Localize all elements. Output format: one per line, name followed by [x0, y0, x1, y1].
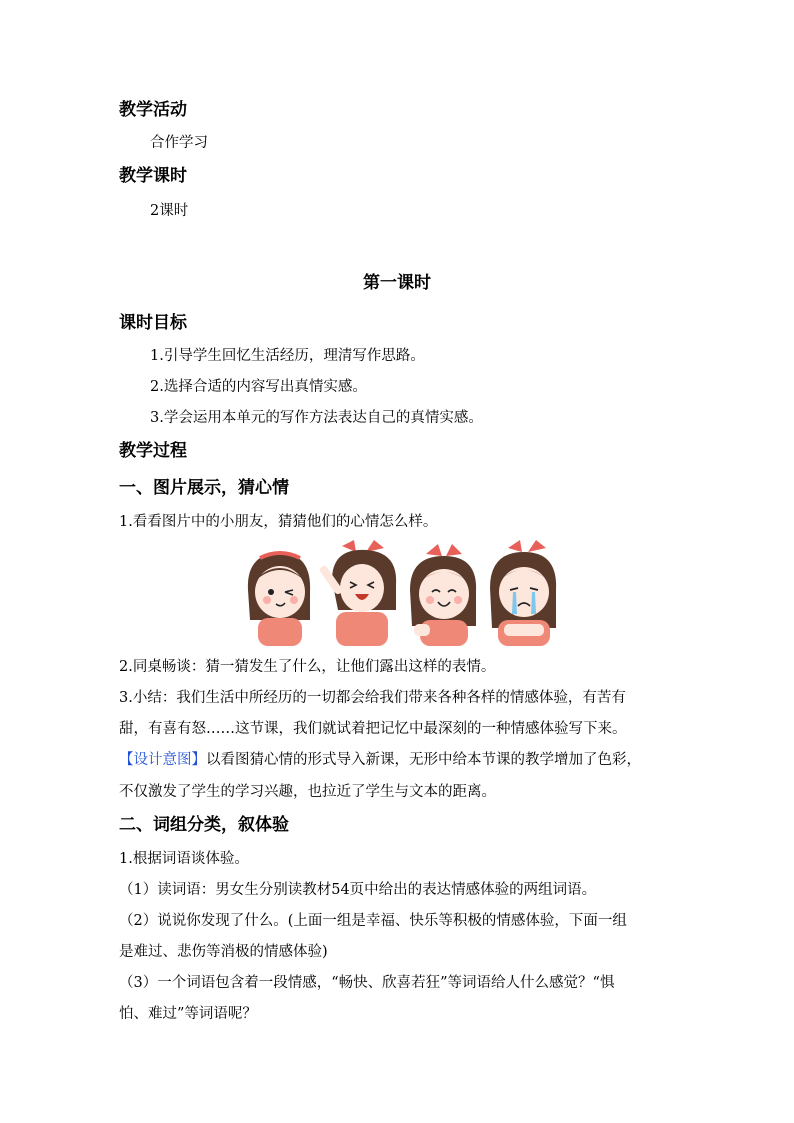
- part2-heading: 二、词组分类，叙体验: [119, 815, 289, 835]
- hours-heading: 教学课时: [119, 166, 187, 186]
- goal-item: 2.选择合适的内容写出真情实感。: [150, 379, 367, 395]
- part1-item: 2.同桌畅谈：猜一猜发生了什么，让他们露出这样的表情。: [119, 659, 496, 675]
- emotion-girls-illustration: [240, 540, 560, 646]
- lesson-title: 第一课时: [363, 273, 431, 293]
- part1-item: 3.小结：我们生活中所经历的一切都会给我们带来各种各样的情感体验，有苦有: [119, 690, 626, 706]
- part1-item: 甜，有喜有怒……这节课，我们就试着把记忆中最深刻的一种情感体验写下来。: [119, 721, 627, 737]
- part2-item: （1）读词语：男女生分别读教材54页中给出的表达情感体验的两组词语。: [119, 882, 597, 898]
- design-intent-text: 以看图猜心情的形式导入新课，无形中给本节课的教学增加了色彩，: [206, 752, 641, 768]
- girl-wink-icon: [248, 552, 310, 646]
- part1-heading: 一、图片展示，猜心情: [119, 478, 289, 498]
- design-intent-line: [119, 749, 641, 771]
- goal-item: 1.引导学生回忆生活经历，理清写作思路。: [150, 348, 425, 364]
- design-intent-tag: 【设计意图】: [119, 752, 206, 768]
- girl-smile-icon: [410, 544, 476, 646]
- goals-heading: 课时目标: [119, 313, 187, 333]
- part1-item: 1.看看图片中的小朋友，猜猜他们的心情怎么样。: [119, 514, 438, 530]
- activity-heading: 教学活动: [119, 100, 187, 120]
- part2-item: 怕、难过”等词语呢？: [119, 1006, 257, 1022]
- girl-cry-icon: [490, 540, 556, 646]
- part2-item: （3）一个词语包含着一段情感，“畅快、欣喜若狂”等词语给人什么感觉？“惧: [119, 975, 615, 991]
- design-intent-text-2: 不仅激发了学生的学习兴趣，也拉近了学生与文本的距离。: [119, 784, 496, 800]
- part2-item: 是难过、悲伤等消极的情感体验): [119, 944, 328, 960]
- process-heading: 教学过程: [119, 441, 187, 461]
- activity-value: 合作学习: [150, 135, 208, 151]
- part2-item: （2）说说你发现了什么。(上面一组是幸福、快乐等积极的情感体验，下面一组: [119, 913, 627, 929]
- goal-item: 3.学会运用本单元的写作方法表达自己的真情实感。: [150, 410, 483, 426]
- girl-laugh-icon: [324, 540, 396, 646]
- hours-value: 2课时: [150, 203, 189, 219]
- part2-item: 1.根据词语谈体验。: [119, 851, 249, 867]
